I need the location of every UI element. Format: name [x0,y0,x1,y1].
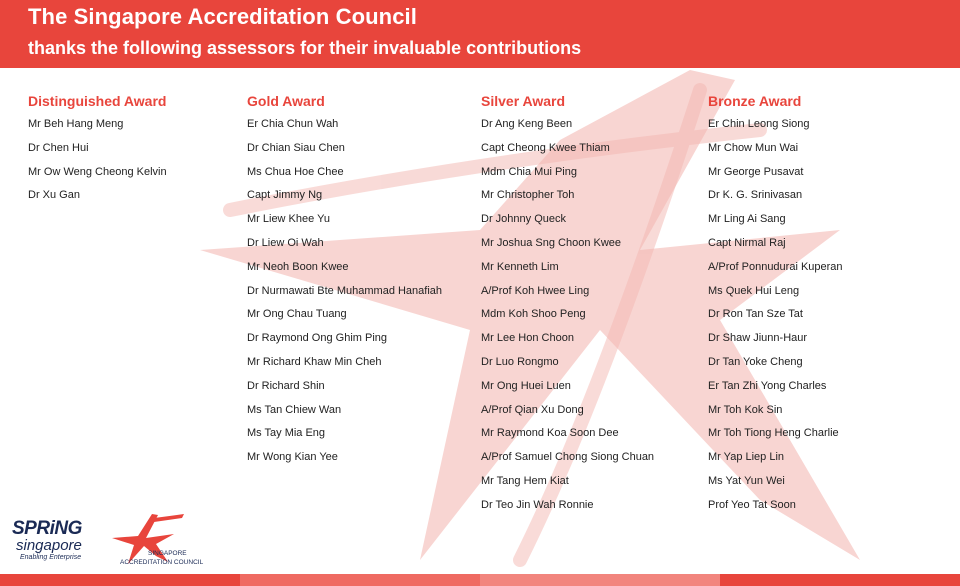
sac-logo-line1: SINGAPORE [148,550,187,557]
assessor-name: Mr Ong Huei Luen [481,379,571,392]
name-list [481,117,654,522]
gold-award-column [247,93,442,474]
assessor-name: Capt Jimmy Ng [247,189,323,202]
distinguished-award-column [28,93,167,212]
column-heading: Distinguished Award [28,93,167,109]
assessor-name: Er Tan Zhi Yong Charles [708,379,827,392]
assessor-name: Dr K. G. Srinivasan [708,189,803,202]
assessor-name: Mr Ong Chau Tuang [247,308,347,321]
assessor-name: A/Prof Samuel Chong Siong Chuan [481,451,655,464]
assessor-name: Mr Lee Hon Choon [481,332,574,345]
assessor-name: Mr George Pusavat [708,165,804,178]
assessor-name: Mr Liew Khee Yu [247,213,330,226]
footer-segment [720,574,960,586]
sac-logo-line2: ACCREDITATION COUNCIL [120,559,204,566]
assessor-name: A/Prof Koh Hwee Ling [481,284,590,297]
footer-segment [0,574,240,586]
assessor-name: Mdm Koh Shoo Peng [481,308,586,321]
assessor-name: Dr Johnny Queck [481,213,566,226]
column-heading: Gold Award [247,93,325,109]
assessor-name: Capt Cheong Kwee Thiam [481,141,610,154]
assessor-name: Dr Shaw Jiunn-Haur [708,332,808,345]
spring-singapore-logo [12,520,82,563]
assessor-name: Mr Beh Hang Meng [28,118,124,130]
silver-award-column [481,93,654,522]
footer-segment [480,574,720,586]
spring-logo-subtext: singapore [16,537,82,554]
assessor-name: Mr Yap Liep Lin [708,451,785,464]
assessor-name: Mr Kenneth Lim [481,260,559,273]
assessor-name: Mr Wong Kian Yee [247,451,338,464]
assessor-name: Ms Quek Hui Leng [708,284,800,297]
assessor-name: Dr Nurmawati Bte Muhammad Hanafiah [247,284,443,297]
column-heading: Bronze Award [708,93,802,109]
assessor-name: Dr Richard Shin [247,379,325,392]
name-list [28,117,167,212]
assessor-name: Er Chin Leong Siong [708,118,810,130]
assessor-name: Dr Ron Tan Sze Tat [708,308,803,321]
assessor-name: Mr Raymond Koa Soon Dee [481,427,619,440]
assessor-name: Er Chia Chun Wah [247,118,339,130]
page-subtitle: thanks the following assessors for their invaluable contributions [28,38,582,58]
assessor-name: Dr Ang Keng Been [481,118,573,130]
footer-bar [0,574,960,586]
assessor-name: Mr Christopher Toh [481,189,575,202]
assessor-name: Mr Toh Tiong Heng Charlie [708,427,839,440]
assessor-name: Dr Teo Jin Wah Ronnie [481,498,594,511]
assessor-name: Ms Chua Hoe Chee [247,165,344,178]
assessor-name: Mr Tang Hem Kiat [481,474,569,487]
header-banner [0,0,960,68]
assessor-name: Capt Nirmal Raj [708,236,786,249]
assessor-name: Dr Liew Oi Wah [247,236,324,249]
assessor-name: Ms Tan Chiew Wan [247,403,342,416]
column-heading: Silver Award [481,93,566,109]
assessor-name: Mr Richard Khaw Min Cheh [247,355,382,368]
assessor-name: Dr Chian Siau Chen [247,141,345,154]
assessor-name: Mdm Chia Mui Ping [481,165,577,178]
name-list [247,117,442,474]
spring-logo-wordmark: SPRiNG [12,518,82,539]
assessor-name: A/Prof Ponnudurai Kuperan [708,260,843,273]
assessor-name: Mr Ling Ai Sang [708,213,786,226]
assessor-name: Dr Raymond Ong Ghim Ping [247,332,387,345]
assessor-name: Dr Xu Gan [28,189,80,202]
sac-logo [108,512,204,572]
assessor-name: Mr Toh Kok Sin [708,403,783,416]
bronze-award-column [708,93,843,522]
page-title: The Singapore Accreditation Council [28,4,417,29]
assessor-name: Ms Tay Mia Eng [247,427,326,440]
assessor-name: Mr Chow Mun Wai [708,141,799,154]
assessor-name: Mr Neoh Boon Kwee [247,260,349,273]
assessor-name: Mr Ow Weng Cheong Kelvin [28,165,167,178]
assessor-name: Prof Yeo Tat Soon [708,498,796,511]
assessor-name: Dr Chen Hui [28,141,89,154]
footer-segment [240,574,480,586]
name-list [708,117,843,522]
assessor-name: Dr Tan Yoke Cheng [708,355,803,368]
spring-logo-tagline: Enabling Enterprise [20,554,82,561]
assessor-name: Ms Yat Yun Wei [708,474,785,487]
assessor-name: Mr Joshua Sng Choon Kwee [481,236,622,249]
assessor-name: A/Prof Qian Xu Dong [481,403,584,416]
assessor-name: Dr Luo Rongmo [481,355,559,368]
